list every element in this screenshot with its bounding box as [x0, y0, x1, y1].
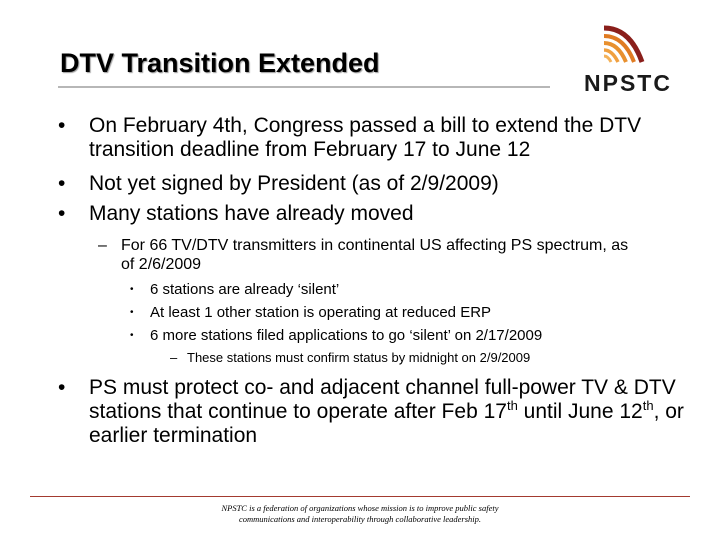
footer-line: NPSTC is a federation of organizations whose mission is to improve public safety [221, 503, 499, 513]
bullet-dot-icon: • [58, 114, 66, 137]
bullet-text-part: , or earlier termination [89, 400, 684, 447]
bullet-dot-icon: • [58, 202, 66, 225]
bullet-dot-icon: • [58, 172, 66, 195]
bullet-text: Many stations have already moved [89, 202, 414, 225]
ordinal-suffix: th [506, 398, 518, 413]
bullet-dot-icon: • [130, 284, 134, 295]
footer-line: communications and interoperability through collaborative leadership. [238, 514, 482, 524]
footer-rule [30, 496, 690, 497]
bullet-text-part: PS must protect co- and adjacent channel full-power TV & DTV stations that continue to operate after Feb 17 [89, 376, 676, 423]
dash-icon: – [98, 237, 107, 254]
bullet-text [89, 376, 699, 448]
dash-icon: – [170, 350, 178, 365]
sub-sub-bullet-text: At least 1 other station is operating at reduced ERP [150, 304, 492, 321]
bullet-dot-icon: • [130, 307, 134, 318]
signal-arcs-icon [602, 24, 648, 66]
footer-text [150, 503, 570, 525]
level4-bullet-text: These stations must confirm status by midnight on 2/9/2009 [187, 350, 531, 365]
title-underline [58, 86, 550, 88]
bullet-dot-icon: • [58, 376, 66, 399]
bullet-text-part: until June 12 [523, 400, 643, 423]
slide-title: DTV Transition Extended [60, 48, 380, 78]
bullet-dot-icon: • [130, 330, 134, 341]
bullet-text: Not yet signed by President (as of 2/9/2009) [89, 172, 499, 195]
bullet-text: On February 4th, Congress passed a bill to extend the DTV transition deadline from February 17 to June 12 [89, 114, 642, 161]
sub-sub-bullet-text: 6 more stations filed applications to go ‘silent’ on 2/17/2009 [150, 327, 543, 344]
npstc-logo [572, 24, 684, 94]
sub-bullet-text: For 66 TV/DTV transmitters in continental US affecting PS spectrum, as of 2/6/2009 [121, 237, 629, 273]
logo-text: NPSTC [584, 70, 672, 96]
ordinal-suffix: th [642, 398, 654, 413]
sub-sub-bullet-text: 6 stations are already ‘silent’ [150, 281, 340, 298]
